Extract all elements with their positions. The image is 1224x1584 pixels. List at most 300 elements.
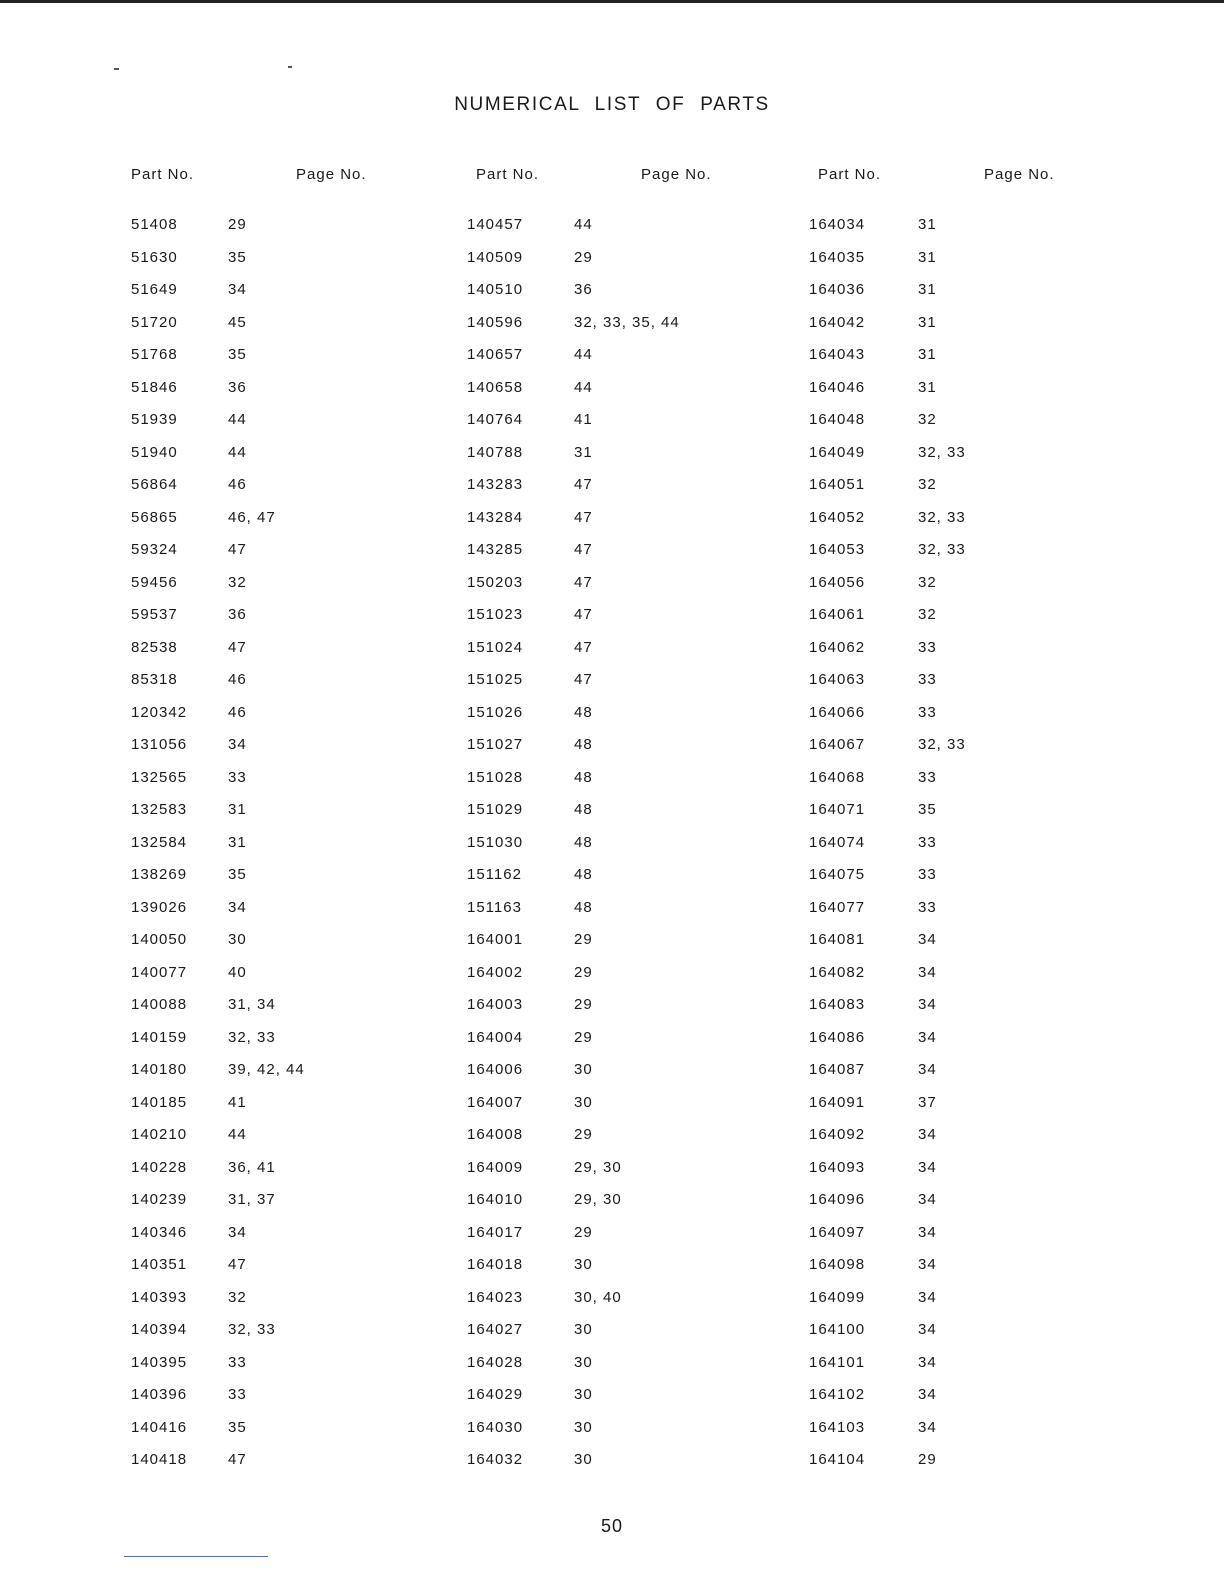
page-reference: 31, 37 xyxy=(228,1191,276,1208)
part-number: 164029 xyxy=(467,1386,524,1403)
part-number: 140394 xyxy=(131,1321,188,1338)
page-reference: 29 xyxy=(918,1451,937,1468)
part-number: 151023 xyxy=(467,606,524,623)
table-row xyxy=(462,1386,792,1419)
table-row xyxy=(462,249,792,282)
page-reference: 44 xyxy=(228,411,247,428)
page-reference: 34 xyxy=(918,963,937,981)
part-number: 59324 xyxy=(131,541,178,558)
part-number: 164049 xyxy=(809,443,866,461)
part-number: 140351 xyxy=(131,1256,188,1273)
table-row xyxy=(120,671,450,704)
page-reference: 34 xyxy=(918,1256,937,1273)
table-row xyxy=(806,1451,1136,1484)
part-number: 164092 xyxy=(809,1126,866,1143)
page-reference: 33 xyxy=(918,703,937,721)
page-reference: 34 xyxy=(228,1223,247,1241)
page-reference: 40 xyxy=(228,963,247,981)
table-row xyxy=(120,444,450,477)
part-number: 164056 xyxy=(809,573,866,591)
table-row xyxy=(120,216,450,249)
table-row xyxy=(462,639,792,672)
part-number: 164043 xyxy=(809,346,866,363)
table-row xyxy=(806,1191,1136,1224)
page-reference: 33 xyxy=(918,833,937,851)
page-reference: 34 xyxy=(228,736,247,753)
page-reference: 30 xyxy=(228,931,247,948)
scan-speck xyxy=(288,66,292,68)
page-reference: 34 xyxy=(918,1028,937,1046)
page-reference: 32, 33 xyxy=(918,736,966,753)
page-reference: 36 xyxy=(228,606,247,623)
part-number: 164008 xyxy=(467,1126,524,1143)
part-number: 131056 xyxy=(131,736,188,753)
table-row xyxy=(462,281,792,314)
table-row xyxy=(462,379,792,412)
table-row xyxy=(462,541,792,574)
part-number: 164006 xyxy=(467,1061,524,1078)
part-number: 164103 xyxy=(809,1418,866,1436)
part-number: 151025 xyxy=(467,671,524,688)
page-reference: 31 xyxy=(918,313,937,331)
page-reference: 34 xyxy=(918,1418,937,1436)
table-row xyxy=(120,1354,450,1387)
part-number: 164063 xyxy=(809,671,866,688)
page-reference: 30 xyxy=(574,1321,593,1338)
page-reference: 34 xyxy=(918,1288,937,1306)
part-number: 140509 xyxy=(467,248,524,266)
column-header xyxy=(806,166,1136,186)
part-number: 140658 xyxy=(467,378,524,396)
page-reference: 47 xyxy=(574,508,593,526)
table-row xyxy=(806,834,1136,867)
table-row xyxy=(806,606,1136,639)
table-row xyxy=(120,476,450,509)
page-reference: 34 xyxy=(918,1223,937,1241)
part-number: 151029 xyxy=(467,801,524,818)
part-number: 140596 xyxy=(467,313,524,331)
page-reference: 46 xyxy=(228,671,247,688)
table-row xyxy=(120,574,450,607)
part-number: 164009 xyxy=(467,1158,524,1176)
part-number: 164100 xyxy=(809,1321,866,1338)
part-number: 82538 xyxy=(131,638,178,656)
parts-column-1 xyxy=(120,166,450,1468)
table-row xyxy=(120,736,450,769)
part-number: 164104 xyxy=(809,1451,866,1468)
table-row xyxy=(806,736,1136,769)
part-number: 164034 xyxy=(809,216,866,233)
table-row xyxy=(462,1256,792,1289)
table-row xyxy=(806,1159,1136,1192)
part-number: 151024 xyxy=(467,638,524,656)
table-row xyxy=(120,639,450,672)
table-row xyxy=(462,476,792,509)
table-row xyxy=(462,1224,792,1257)
part-number: 164032 xyxy=(467,1451,524,1468)
part-number: 164066 xyxy=(809,703,866,721)
part-number: 140457 xyxy=(467,216,524,233)
part-number: 59537 xyxy=(131,606,178,623)
part-number: 164062 xyxy=(809,638,866,656)
page-reference: 32 xyxy=(228,1288,247,1306)
table-row xyxy=(806,1224,1136,1257)
page-reference: 41 xyxy=(574,411,593,428)
table-row xyxy=(806,379,1136,412)
table-row xyxy=(120,1256,450,1289)
table-row xyxy=(806,1354,1136,1387)
part-number: 140180 xyxy=(131,1061,188,1078)
part-number: 120342 xyxy=(131,703,188,721)
page-reference: 48 xyxy=(574,866,593,883)
page-reference: 34 xyxy=(918,1353,937,1371)
table-row xyxy=(120,866,450,899)
column-header xyxy=(462,166,792,186)
page-reference: 35 xyxy=(228,866,247,883)
part-number: 85318 xyxy=(131,671,178,688)
table-row xyxy=(806,931,1136,964)
part-number: 164030 xyxy=(467,1418,524,1436)
table-row xyxy=(806,1094,1136,1127)
part-number: 51649 xyxy=(131,281,178,298)
part-no-header: Part No. xyxy=(131,166,195,183)
table-row xyxy=(120,379,450,412)
page-reference: 46 xyxy=(228,703,247,721)
table-row xyxy=(462,671,792,704)
table-row xyxy=(462,931,792,964)
page-reference: 44 xyxy=(228,1126,247,1143)
part-number: 164091 xyxy=(809,1093,866,1111)
table-row xyxy=(806,574,1136,607)
table-row xyxy=(462,606,792,639)
table-row xyxy=(120,1159,450,1192)
part-number: 151162 xyxy=(467,866,522,883)
table-row xyxy=(462,1451,792,1484)
page-reference: 47 xyxy=(574,606,593,623)
part-number: 140396 xyxy=(131,1386,188,1403)
page-reference: 30 xyxy=(574,1256,593,1273)
page-reference: 39, 42, 44 xyxy=(228,1061,305,1078)
page-reference: 30 xyxy=(574,1061,593,1078)
table-row xyxy=(120,964,450,997)
page-reference: 36, 41 xyxy=(228,1158,276,1176)
table-row xyxy=(462,964,792,997)
part-number: 140346 xyxy=(131,1223,188,1241)
page-reference: 32, 33 xyxy=(918,508,966,526)
part-number: 140228 xyxy=(131,1158,188,1176)
page-reference: 34 xyxy=(918,1158,937,1176)
table-row xyxy=(120,834,450,867)
part-no-header: Part No. xyxy=(476,166,540,183)
part-number: 51630 xyxy=(131,248,178,266)
page-reference: 48 xyxy=(574,703,593,721)
table-row xyxy=(806,1029,1136,1062)
part-number: 164051 xyxy=(809,476,866,493)
table-row xyxy=(120,1224,450,1257)
page-reference: 33 xyxy=(918,898,937,916)
page-reference: 47 xyxy=(574,476,593,493)
table-row xyxy=(806,801,1136,834)
part-number: 51768 xyxy=(131,346,178,363)
footer-rule xyxy=(124,1556,268,1557)
part-number: 164099 xyxy=(809,1288,866,1306)
part-number: 140764 xyxy=(467,411,524,428)
part-number: 164027 xyxy=(467,1321,524,1338)
page-reference: 35 xyxy=(918,801,937,818)
page-reference: 34 xyxy=(918,1321,937,1338)
table-row xyxy=(806,671,1136,704)
part-number: 164082 xyxy=(809,963,866,981)
scan-speck xyxy=(114,68,119,70)
part-number: 140239 xyxy=(131,1191,188,1208)
table-row xyxy=(120,996,450,1029)
page-reference: 48 xyxy=(574,833,593,851)
page-reference: 31 xyxy=(574,443,593,461)
part-number: 164097 xyxy=(809,1223,866,1241)
table-row xyxy=(462,1094,792,1127)
table-row xyxy=(806,704,1136,737)
page-reference: 33 xyxy=(918,638,937,656)
page-reference: 45 xyxy=(228,313,247,331)
page-reference: 47 xyxy=(574,671,593,688)
table-row xyxy=(806,996,1136,1029)
part-number: 164002 xyxy=(467,963,524,981)
table-row xyxy=(462,1289,792,1322)
table-row xyxy=(462,834,792,867)
top-rule xyxy=(0,0,1224,3)
page-reference: 31, 34 xyxy=(228,996,276,1013)
page-reference: 31 xyxy=(918,248,937,266)
page-reference: 32, 33 xyxy=(918,443,966,461)
page-reference: 30 xyxy=(574,1093,593,1111)
page-reference: 32, 33 xyxy=(918,541,966,558)
page-reference: 29 xyxy=(574,1028,593,1046)
part-number: 164007 xyxy=(467,1093,524,1111)
page-reference: 33 xyxy=(918,768,937,786)
table-row xyxy=(462,411,792,444)
table-row xyxy=(120,1029,450,1062)
page-reference: 34 xyxy=(918,931,937,948)
part-number: 164075 xyxy=(809,866,866,883)
page-reference: 30 xyxy=(574,1353,593,1371)
page-reference: 34 xyxy=(228,898,247,916)
table-row xyxy=(462,769,792,802)
page-reference: 48 xyxy=(574,768,593,786)
table-row xyxy=(806,1289,1136,1322)
table-row xyxy=(462,1126,792,1159)
table-row xyxy=(806,314,1136,347)
page-reference: 47 xyxy=(574,573,593,591)
page-reference: 44 xyxy=(574,378,593,396)
page-reference: 48 xyxy=(574,801,593,818)
part-number: 164068 xyxy=(809,768,866,786)
page-no-header: Page No. xyxy=(296,166,367,183)
page-reference: 32 xyxy=(918,573,937,591)
page-reference: 34 xyxy=(918,1061,937,1078)
table-row xyxy=(806,1256,1136,1289)
page-reference: 47 xyxy=(228,541,247,558)
part-number: 164036 xyxy=(809,281,866,298)
page-reference: 32 xyxy=(228,573,247,591)
table-row xyxy=(462,346,792,379)
page-reference: 33 xyxy=(918,866,937,883)
part-number: 132583 xyxy=(131,801,188,818)
page-reference: 29 xyxy=(574,931,593,948)
page-reference: 29, 30 xyxy=(574,1191,622,1208)
part-number: 164087 xyxy=(809,1061,866,1078)
part-no-header: Part No. xyxy=(818,166,882,183)
part-number: 140418 xyxy=(131,1451,188,1468)
table-row xyxy=(806,1419,1136,1452)
part-number: 151026 xyxy=(467,703,524,721)
page-reference: 33 xyxy=(228,768,247,786)
page-reference: 31 xyxy=(918,378,937,396)
page-reference: 33 xyxy=(918,671,937,688)
part-number: 140395 xyxy=(131,1353,188,1371)
table-row xyxy=(120,411,450,444)
table-row xyxy=(806,249,1136,282)
page-reference: 35 xyxy=(228,248,247,266)
part-number: 164046 xyxy=(809,378,866,396)
parts-list xyxy=(806,216,1136,1484)
page-reference: 34 xyxy=(918,1386,937,1403)
page-reference: 47 xyxy=(574,638,593,656)
column-header xyxy=(120,166,450,186)
page-reference: 33 xyxy=(228,1353,247,1371)
part-number: 51939 xyxy=(131,411,178,428)
part-number: 164096 xyxy=(809,1191,866,1208)
table-row xyxy=(462,509,792,542)
part-number: 140159 xyxy=(131,1028,188,1046)
page-reference: 44 xyxy=(574,216,593,233)
table-row xyxy=(462,216,792,249)
table-row xyxy=(806,639,1136,672)
page-reference: 31 xyxy=(918,346,937,363)
page-reference: 34 xyxy=(228,281,247,298)
part-number: 164023 xyxy=(467,1288,524,1306)
page-reference: 31 xyxy=(228,801,247,818)
part-number: 140510 xyxy=(467,281,524,298)
table-row xyxy=(462,574,792,607)
table-row xyxy=(806,216,1136,249)
table-row xyxy=(120,509,450,542)
table-row xyxy=(462,1354,792,1387)
page-reference: 29 xyxy=(574,1223,593,1241)
table-row xyxy=(120,1451,450,1484)
page-reference: 36 xyxy=(228,378,247,396)
page-reference: 34 xyxy=(918,996,937,1013)
part-number: 164074 xyxy=(809,833,866,851)
part-number: 164010 xyxy=(467,1191,524,1208)
table-row xyxy=(806,346,1136,379)
page-reference: 44 xyxy=(228,443,247,461)
page-reference: 30 xyxy=(574,1386,593,1403)
page-reference: 35 xyxy=(228,346,247,363)
table-row xyxy=(462,899,792,932)
part-number: 140393 xyxy=(131,1288,188,1306)
table-row xyxy=(120,606,450,639)
table-row xyxy=(462,1029,792,1062)
page-reference: 33 xyxy=(228,1386,247,1403)
part-number: 164001 xyxy=(467,931,524,948)
page-reference: 32, 33 xyxy=(228,1321,276,1338)
table-row xyxy=(120,346,450,379)
page-number: 50 xyxy=(600,1516,624,1536)
part-number: 143283 xyxy=(467,476,524,493)
table-row xyxy=(462,444,792,477)
page-reference: 31 xyxy=(228,833,247,851)
table-row xyxy=(120,1094,450,1127)
part-number: 164017 xyxy=(467,1223,524,1241)
page-reference: 46, 47 xyxy=(228,508,276,526)
table-row xyxy=(462,1419,792,1452)
part-number: 140185 xyxy=(131,1093,188,1111)
table-row xyxy=(120,704,450,737)
table-row xyxy=(462,1061,792,1094)
part-number: 164028 xyxy=(467,1353,524,1371)
table-row xyxy=(462,801,792,834)
part-number: 151163 xyxy=(467,898,522,916)
table-row xyxy=(462,996,792,1029)
table-row xyxy=(806,444,1136,477)
table-row xyxy=(806,476,1136,509)
page-reference: 47 xyxy=(228,1451,247,1468)
part-number: 143284 xyxy=(467,508,524,526)
table-row xyxy=(120,899,450,932)
table-row xyxy=(806,899,1136,932)
part-number: 151027 xyxy=(467,736,524,753)
page-reference: 48 xyxy=(574,736,593,753)
table-row xyxy=(462,1159,792,1192)
page-reference: 29 xyxy=(574,1126,593,1143)
page-reference: 31 xyxy=(918,281,937,298)
page-reference: 29 xyxy=(574,963,593,981)
part-number: 132584 xyxy=(131,833,188,851)
table-row xyxy=(806,1126,1136,1159)
page-reference: 41 xyxy=(228,1093,247,1111)
part-number: 150203 xyxy=(467,573,524,591)
page-reference: 47 xyxy=(574,541,593,558)
page-reference: 29 xyxy=(574,996,593,1013)
parts-list xyxy=(462,216,792,1484)
table-row xyxy=(120,281,450,314)
page-reference: 32, 33, 35, 44 xyxy=(574,313,680,331)
table-row xyxy=(462,736,792,769)
page-reference: 30, 40 xyxy=(574,1288,622,1306)
part-number: 151030 xyxy=(467,833,524,851)
table-row xyxy=(462,314,792,347)
part-number: 164067 xyxy=(809,736,866,753)
page-reference: 35 xyxy=(228,1418,247,1436)
table-row xyxy=(120,769,450,802)
table-row xyxy=(462,704,792,737)
page-reference: 47 xyxy=(228,638,247,656)
part-number: 140788 xyxy=(467,443,524,461)
page-reference: 32 xyxy=(918,476,937,493)
table-row xyxy=(120,541,450,574)
page-reference: 34 xyxy=(918,1191,937,1208)
table-row xyxy=(806,866,1136,899)
page-reference: 46 xyxy=(228,476,247,493)
page-reference: 48 xyxy=(574,898,593,916)
part-number: 151028 xyxy=(467,768,524,786)
page-no-header: Page No. xyxy=(641,166,712,183)
page-reference: 36 xyxy=(574,281,593,298)
table-row xyxy=(120,314,450,347)
page-reference: 31 xyxy=(918,216,937,233)
page-reference: 34 xyxy=(918,1126,937,1143)
table-row xyxy=(120,1419,450,1452)
